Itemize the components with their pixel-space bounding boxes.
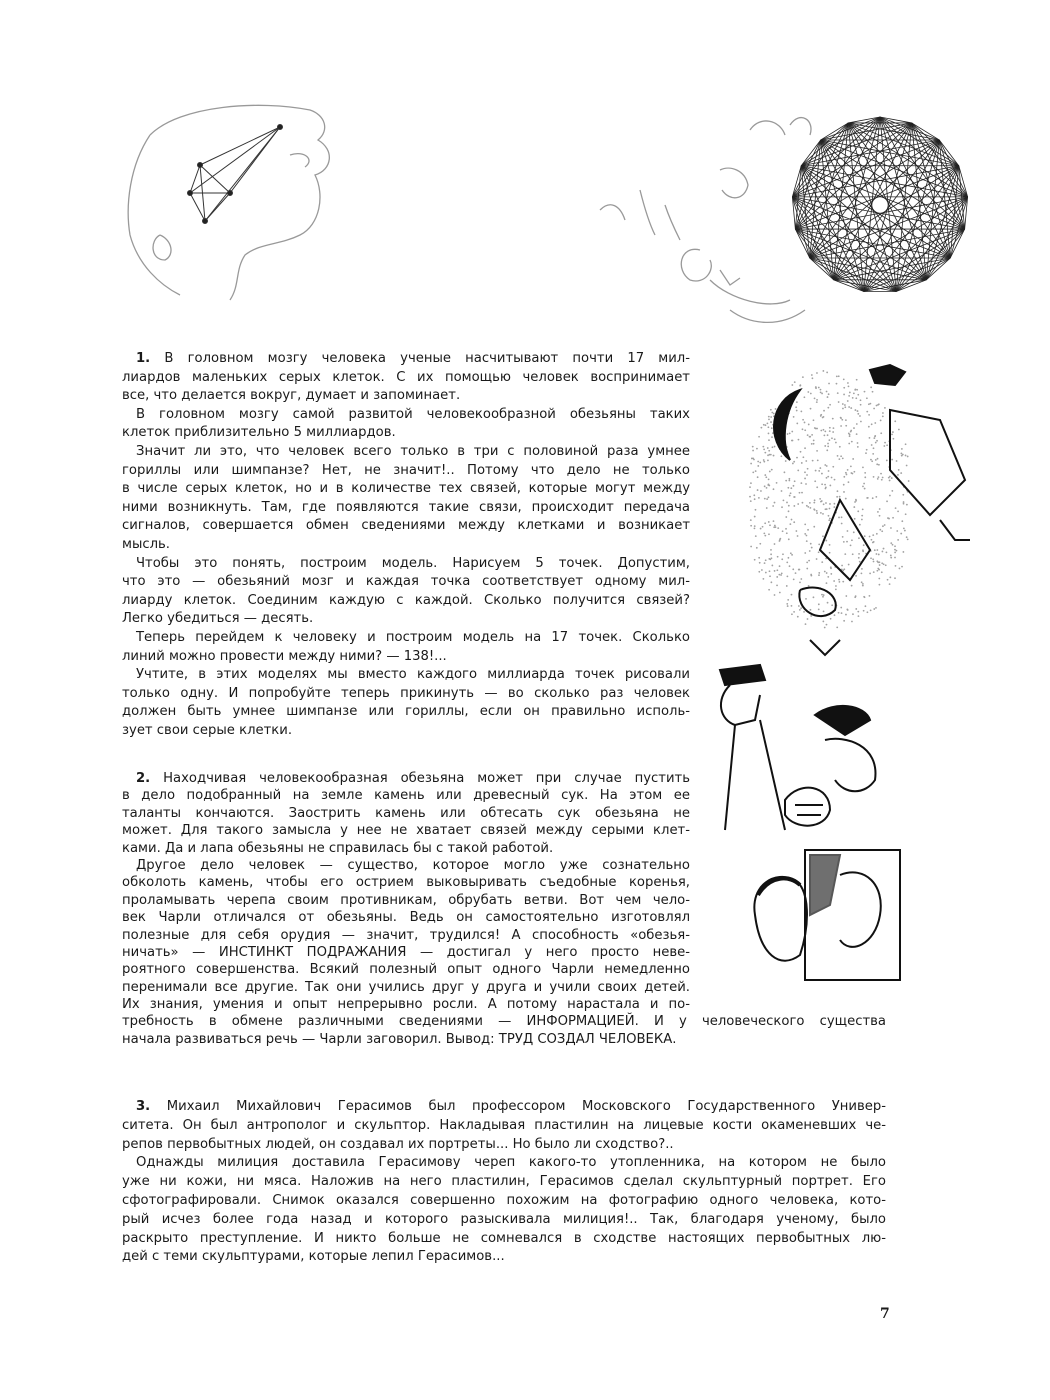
text-line (122, 770, 690, 787)
text-line: в дело подобранный на земле камень или древесный сук. На этом ее (122, 788, 690, 804)
text-line: сфотографировали. Снимок оказался совершенно похожим на фотографию одного человека, кото- (122, 1192, 886, 1208)
seventeen-point-model (792, 117, 967, 292)
text-line: раскрыто преступление. И никто больше не сомневался в сходстве настоящих первобытных лю- (122, 1230, 886, 1246)
text-line (122, 350, 690, 369)
text-line: гориллы или шимпанзе? Нет, не значит!.. Потому что дело не только (122, 462, 690, 478)
text-line: Теперь перейдем к человеку и построим модель на 17 точек. Сколько (136, 629, 690, 645)
text-line: Однажды милиция доставила Герасимову череп какого-то утопленника, на котором не было (136, 1155, 886, 1171)
text-line: рый исчез более года назад и которого разыскивала милиция!.. Так, благодаря ученому, было (122, 1211, 886, 1227)
model-link (810, 140, 821, 258)
section-number: 2. (136, 771, 151, 786)
model-link (810, 197, 968, 258)
text-line: Значит ли это, что человек всего только в три с половиной раза умнее (136, 443, 690, 459)
two-faces-illustration (740, 845, 910, 985)
text-line: Другое дело человек — существо, которое могло уже сознательно (136, 857, 690, 873)
text-line: уже ни кожи, ни мяса. Наложив на него пластилин, Герасимов сделал скульптурный портрет. Его (122, 1174, 886, 1190)
section-3 (122, 1098, 886, 1267)
model-link (864, 197, 968, 292)
text-line: должен быть умнее шимпанзе или гориллы, если он правильно исполь- (122, 704, 690, 720)
section-number: 1. (136, 351, 151, 366)
text-line: перенимали все другие. Так они учились друг у друга и учили своих детей. (122, 979, 690, 995)
model-link (939, 140, 950, 258)
policeman-and-skull-illustration (705, 660, 895, 840)
text-line: только одну. И попробуйте теперь прикинуть — во сколько раз человек (122, 685, 690, 701)
text-line: ками. Да и лапа обезьяны не справилась бы с такой работой. (122, 840, 554, 856)
text-line: сигналов, совершается обмен сведениями между клетками и возникает (122, 518, 690, 534)
text-line: может. Для такого замысла у нее не хватает связей между серыми клет- (122, 823, 690, 839)
text-line: мысль. (122, 536, 171, 552)
section-2 (122, 770, 886, 1048)
text-line: ними возникнуть. Там, где появляются такие связи, происходит передача (122, 499, 690, 515)
text-line: требность в обмене различными сведениями — ИНФОРМАЦИЕЙ. И у человеческого существа (122, 1014, 886, 1030)
text-line: линий можно провести между ними? — 138!... (122, 648, 447, 664)
text-line: репов первобытных людей, он создавал их портреты... Но было ли сходство?.. (122, 1136, 674, 1152)
text-line: век Чарли отличался от обезьяны. Ведь он самостоятельно изготовлял (122, 910, 690, 926)
text-line: дей с теми скульптурами, которые лепил Герасимов... (122, 1249, 505, 1265)
text-line: Их знания, умения и опыт непрерывно росли. А потому нарастала и по- (122, 997, 690, 1013)
text-line: что это — обезьяний мозг и каждая точка соответствует одному мил- (122, 574, 690, 590)
model-link (926, 258, 950, 280)
model-link (792, 197, 950, 258)
model-link (864, 140, 939, 292)
text-line-content: Михаил Михайлович Герасимов был профессором Московского Государственного Универ- (166, 1099, 886, 1114)
text-line: Чтобы это понять, построим модель. Нарисуем 5 точек. Допустим, (136, 555, 690, 571)
text-line-content: В головном мозгу человека ученые насчитывают почти 17 мил- (164, 351, 690, 366)
ape-head-illustration (110, 95, 370, 315)
five-point-model (188, 125, 283, 224)
text-line: ситета. Он был антрополог и скульптор. Накладывая пластилин на лицевые кости окаменевших че- (122, 1117, 886, 1133)
human-head-illustration (580, 110, 980, 340)
text-line: ничать» — ИНСТИНКТ ПОДРАЖАНИЯ — достигал у него просто неве- (122, 944, 690, 960)
text-line: зует свои серые клетки. (122, 722, 293, 738)
model-link (792, 197, 896, 292)
text-line (122, 1098, 886, 1117)
model-link (801, 123, 848, 166)
text-line: лиардов маленьких серых клеток. С их помощью человек воспринимает (122, 369, 690, 385)
text-line: начала развиваться речь — Чарли заговорил. Вывод: ТРУД СОЗДАЛ ЧЕЛОВЕКА. (122, 1031, 677, 1047)
text-line: в числе серых клеток, но и в количестве тех связей, которые могут между (122, 481, 690, 497)
model-link (810, 117, 880, 258)
section-number: 3. (136, 1099, 151, 1114)
text-line: полезные для себя орудия — значит, трудился! А способность «обезья- (122, 927, 690, 943)
text-line: В головном мозгу самой развитой человекообразной обезьяны таких (136, 406, 690, 422)
text-line: роятного совершенства. Всякий полезный опыт одного Чарли немедленно (122, 962, 690, 978)
text-line-content: Находчивая человекообразная обезьяна может при случае пустить (163, 771, 690, 786)
model-link (912, 123, 959, 166)
section-1 (122, 350, 690, 740)
text-line: таланты кончаются. Заострить камень или обтесать сук обезьяна не (122, 805, 690, 821)
model-link (821, 140, 896, 292)
text-line: все, что делается вокруг, думает и запоминает. (122, 388, 461, 404)
text-line: лиарду клеток. Соединим каждую с каждой. Сколько получится связей? (122, 592, 690, 608)
text-line: проламывать черепа своим противникам, обрубать ветви. Вот чем чело- (122, 892, 690, 908)
model-link (880, 117, 950, 258)
text-line: клеток приблизительно 5 миллиардов. (122, 425, 396, 441)
text-line: Учтите, в этих моделях мы вместо каждого миллиарда точек рисовали (136, 667, 690, 683)
page-number: 7 (880, 1306, 890, 1322)
text-line: обколоть камень, чтобы его острием выковыривать съедобные коренья, (122, 875, 690, 891)
model-link (810, 258, 834, 280)
text-line: Легко убедиться — десять. (122, 611, 314, 627)
monkey-with-cane-illustration (740, 350, 980, 660)
